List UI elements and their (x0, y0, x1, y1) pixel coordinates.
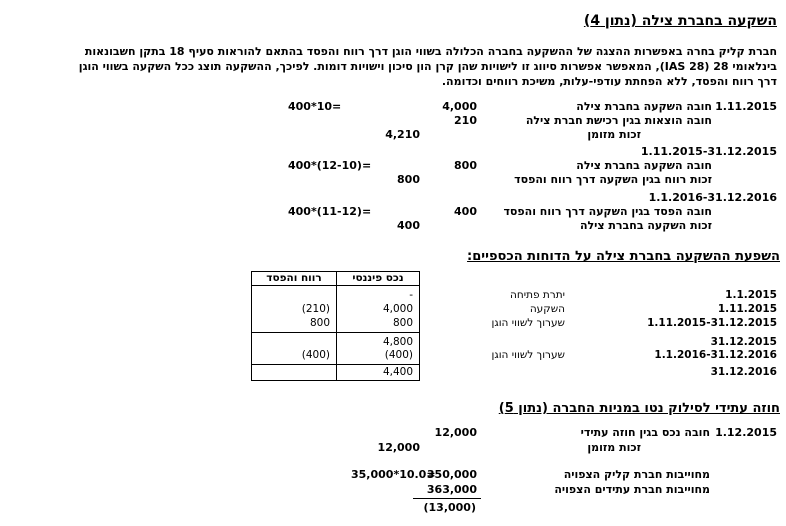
obligation-atidim-amount: 363,000 (413, 483, 481, 499)
paragraph-line-3: דרך רווח והפסד, ללא הפחתת עודפי-עלות, משיכת רווחים וכדומה. (441, 75, 777, 88)
table-vline-mid (336, 271, 337, 381)
obligation-atidim-desc: מחוייבות חברת עתידים הצפויה (554, 483, 710, 496)
table-row-desc: יתרת פתיחה (510, 289, 565, 301)
entry1-credit-amount: 4,210 (385, 128, 420, 141)
table-row-pl-value: 800 (309, 317, 330, 329)
table-row-asset-value: 800 (392, 317, 413, 329)
table-row-pl-value: (400) (301, 349, 330, 361)
entry3-credit-amount: 400 (397, 219, 420, 232)
table-row-asset-value: 4,000 (382, 303, 413, 315)
table-row-asset-value: - (409, 289, 413, 301)
table-header-asset: נכס פיננסי (352, 272, 404, 284)
entry2-debit-amount: 800 (454, 159, 477, 172)
entry2-period: 1.11.2015-31.12.2015 (640, 145, 777, 158)
entry1-credit-desc: זכות מזומן (587, 128, 641, 141)
table-row-asset-value: 4,400 (382, 366, 413, 378)
table-row-pl-value: (210) (301, 303, 330, 315)
entry3-formula: 400*(11-12)= (288, 205, 372, 218)
table-row-date: 31.12.2016 (710, 366, 777, 378)
section5-debit-desc: חובה נכס בגין חוזה עתידי (580, 426, 710, 439)
paragraph-line-2: בינלאומי 28 (IAS 28), המאפשר אפשרות סיווג זו לישויות שהן קרן הון סיכון וישויות דומות. לפיכך, ההשקעה תוצג ככל השקעה בשווי הוגן (78, 60, 777, 73)
table-row-date: 1.11.2015-31.12.2015 (647, 317, 777, 329)
entry2-credit-amount: 800 (397, 173, 420, 186)
entry3-debit-desc: חובה הפסד בגין השקעה דרך רווח והפסד (503, 205, 712, 218)
table-row-desc: שערוך לשווי הוגן (491, 317, 565, 329)
obligation-click-amount: 350,000 (426, 468, 477, 481)
section5-debit-amount: 12,000 (434, 426, 477, 439)
section5-credit-desc: זכות מזומן (587, 441, 641, 454)
entry2-credit-desc: זכות רווח בגין השקעה דרך רווח והפסד (514, 173, 712, 186)
section4-title: השקעה בחברת צילה (נתון 4) (583, 13, 777, 29)
table-row-date: 1.1.2016-31.12.2016 (654, 349, 777, 361)
section5-title: חוזה עתידי לסילוק נטו במניות החברה (נתון 5) (498, 401, 780, 416)
entry1-formula: 400*10= (288, 100, 342, 113)
table-row-asset-value: (400) (384, 349, 413, 361)
paragraph-line-1: חברת קליק בחרה באפשרות ההצגה של ההשקעה בחברה הכלולה בשווי הוגן דרך רווח והפסד בהתאם להוראות סעיף 18 בתקן חשבונאות (84, 45, 777, 58)
section5-entry-date: 1.12.2015 (715, 426, 777, 439)
table-vline-left (251, 271, 252, 381)
table-title: השפעת ההשקעה בחברת צילה על הדוחות הכספיים: (467, 249, 780, 264)
table-row-desc: שערוך לשווי הוגן (491, 349, 565, 361)
table-header-pl: רווח והפסד (266, 272, 322, 284)
obligation-click-desc: מחוייבות חברת קליק הצפויה (563, 468, 710, 481)
table-row-date: 1.1.2015 (725, 289, 777, 301)
entry1-debit-amount: 4,000 (442, 100, 477, 113)
table-row-asset-value: 4,800 (382, 336, 413, 348)
net-difference-amount: (13,000) (423, 501, 476, 514)
entry1-debit-desc: חובה השקעה בחברת צילה (576, 100, 712, 113)
entry1-date: 1.11.2015 (715, 100, 777, 113)
table-row-date: 1.11.2015 (717, 303, 777, 315)
entry2-debit-desc: חובה השקעה בחברת צילה (576, 159, 712, 172)
table-row-date: 31.12.2015 (710, 336, 777, 348)
entry3-debit-amount: 400 (454, 205, 477, 218)
entry2-formula: 400*(12-10)= (288, 159, 372, 172)
section5-credit-amount: 12,000 (377, 441, 420, 454)
entry1-debit2-desc: חובה הוצאות בגין רכישת חברת צילה (525, 114, 712, 127)
table-vline-right (419, 271, 420, 381)
entry3-credit-desc: זכות השקעה בחברת צילה (579, 219, 712, 232)
table-row-desc: השקעה (529, 303, 565, 315)
obligation-formula: 35,000*10.0= (351, 468, 436, 481)
entry3-period: 1.1.2016-31.12.2016 (648, 191, 777, 204)
entry1-debit2-amount: 210 (454, 114, 477, 127)
